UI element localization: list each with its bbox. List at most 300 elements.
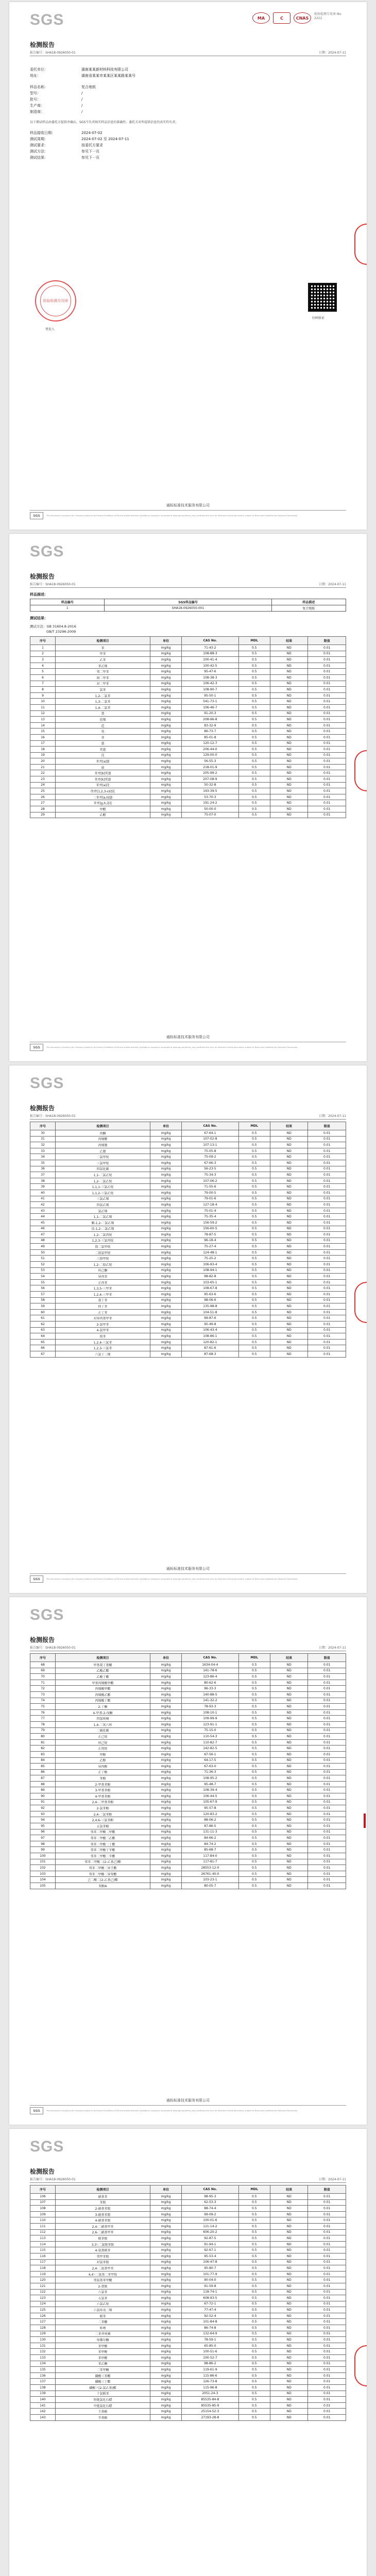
report-number-label: 报告编号 <box>30 1114 43 1118</box>
table-cell: 0.01 <box>308 1226 346 1232</box>
sample-row <box>30 605 346 612</box>
table-cell: mg/kg <box>150 1764 181 1770</box>
table-cell: 0.5 <box>238 1745 270 1752</box>
table-cell: 78-87-5 <box>182 1232 238 1238</box>
table-cell: 98 <box>30 1841 56 1847</box>
table-cell: 1634-04-4 <box>182 1662 238 1668</box>
table-cell: 0.01 <box>308 2229 346 2235</box>
table-cell: 0.5 <box>238 2397 270 2403</box>
info-value: 湖南省某某市某某区某某路某某号 <box>81 74 135 78</box>
table-cell: ND <box>270 1674 308 1680</box>
table-cell: mg/kg <box>150 669 181 675</box>
table-cell: 䓛 <box>56 764 150 770</box>
table-cell: 磷酸三苯酯 <box>56 2372 150 2379</box>
table-cell: ND <box>270 1704 308 1710</box>
table-cell: ND <box>270 1315 308 1321</box>
info-row <box>30 90 346 96</box>
table-cell: ND <box>270 1835 308 1841</box>
table-cell: 0.5 <box>238 1709 270 1716</box>
table-cell: 80-05-7 <box>182 1883 238 1889</box>
table-cell: mg/kg <box>150 645 181 651</box>
table-row <box>30 2372 346 2379</box>
table-cell: 0.5 <box>238 674 270 681</box>
footer-company: 通标标准技术服务有限公司 <box>166 2098 210 2103</box>
certification-marks <box>252 12 346 24</box>
table-cell: 132 <box>30 2349 56 2355</box>
table-cell: 142-82-5 <box>182 1745 238 1752</box>
table-cell: 2 <box>30 651 56 657</box>
sgs-logo: SGS <box>30 1075 64 1092</box>
table-cell: 84 <box>30 1757 56 1764</box>
table-cell: 92-52-4 <box>182 2313 238 2319</box>
table-cell: 0.5 <box>238 1226 270 1232</box>
info-row <box>30 84 346 90</box>
table-row <box>30 1781 346 1787</box>
table-cell: 0.01 <box>308 2259 346 2265</box>
report-date-label: 日期 <box>319 1646 326 1650</box>
report-number-value: SHA18-0926050-01 <box>45 583 76 586</box>
table-cell: ND <box>270 764 308 770</box>
table-cell: 91-94-1 <box>182 2241 238 2247</box>
info-value: 参见下一页 <box>81 149 99 154</box>
table-cell: mg/kg <box>150 681 181 687</box>
footer-fine-print: This document is issued by the Company subject to its General Conditions of Service printed overleaf, available on request or accessible at www.sgs.com/terms_and_conditions.htm and, for electronic format documents, subject to Terms and Conditions for Electronic Documents. <box>46 2109 298 2112</box>
table-cell: 邻苯二甲酸二辛酯 <box>56 1853 150 1859</box>
table-header-row <box>30 2185 346 2194</box>
table-cell: mg/kg <box>150 1847 181 1853</box>
table-cell: mg/kg <box>150 1285 181 1292</box>
table-cell: 0.01 <box>308 2301 346 2307</box>
table-cell: 0.01 <box>308 1734 346 1740</box>
table-cell: 0.01 <box>308 1853 346 1859</box>
table-cell: 0.5 <box>238 2223 270 2229</box>
table-row <box>30 1853 346 1859</box>
table-cell: 1,3,5-三甲苯 <box>56 1285 150 1292</box>
table-cell: 0.01 <box>308 1309 346 1315</box>
column-header: MDL <box>238 2185 270 2194</box>
edge-seal-stamp <box>354 2345 367 2386</box>
table-cell: mg/kg <box>150 663 181 669</box>
table-cell: 邻苯二甲酸二(2-乙基己)酯 <box>56 1859 150 1865</box>
table-cell: 0.01 <box>308 728 346 735</box>
table-cell: 苯甲醛 <box>56 2355 150 2361</box>
table-cell: mg/kg <box>150 1315 181 1321</box>
table-cell: ND <box>270 2271 308 2277</box>
table-row <box>30 1727 346 1734</box>
table-cell: 25154-52-3 <box>182 2409 238 2415</box>
table-cell: 107-06-2 <box>182 1178 238 1184</box>
table-cell: ND <box>270 2379 308 2385</box>
table-cell: mg/kg <box>150 1345 181 1351</box>
table-cell: 125 <box>30 2307 56 2313</box>
table-cell: ND <box>270 1351 308 1357</box>
table-cell: 0.01 <box>308 2271 346 2277</box>
table-cell: ND <box>270 1877 308 1883</box>
table-cell: 0.5 <box>238 2402 270 2409</box>
table-cell: 143 <box>30 2414 56 2420</box>
table-cell: mg/kg <box>150 1166 181 1172</box>
table-cell: mg/kg <box>150 1787 181 1793</box>
table-cell: 正丁醇 <box>56 1769 150 1775</box>
table-cell: ND <box>270 1285 308 1292</box>
table-cell: mg/kg <box>150 2194 181 2200</box>
table-row <box>30 1184 346 1190</box>
method-line <box>30 624 346 629</box>
table-cell: 0.01 <box>308 1662 346 1668</box>
table-cell: 0.5 <box>238 2295 270 2301</box>
table-cell: ND <box>270 1751 308 1757</box>
table-cell: 0.01 <box>308 1202 346 1208</box>
table-cell: 正庚烷 <box>56 1745 150 1752</box>
table-cell: mg/kg <box>150 1142 181 1148</box>
table-cell: mg/kg <box>150 1775 181 1782</box>
page-footer <box>30 1566 346 1583</box>
table-cell: 0.01 <box>308 1817 346 1823</box>
table-cell: ND <box>270 2367 308 2373</box>
table-cell: 0.5 <box>238 1249 270 1256</box>
report-date-label: 日期 <box>319 1114 326 1118</box>
table-cell: 36 <box>30 1166 56 1172</box>
table-cell: mg/kg <box>150 674 181 681</box>
table-cell: 51 <box>30 1256 56 1262</box>
table-cell: 0.5 <box>238 669 270 675</box>
table-cell: ND <box>270 2361 308 2367</box>
table-row <box>30 1745 346 1752</box>
table-row <box>30 1154 346 1160</box>
table-cell: ND <box>270 758 308 765</box>
table-row <box>30 794 346 800</box>
table-cell: 95-53-4 <box>182 2253 238 2259</box>
report-title: 检测报告 <box>30 1105 55 1112</box>
page-content <box>30 2139 346 2576</box>
table-row <box>30 663 346 669</box>
table-cell: mg/kg <box>150 794 181 800</box>
table-cell: 0.5 <box>238 1799 270 1805</box>
footer-company: 通标标准技术服务有限公司 <box>166 1035 210 1039</box>
column-header: 结果 <box>270 1122 308 1130</box>
report-date: 日期：2024-07-11 <box>319 583 346 586</box>
column-header: 单位 <box>150 637 181 645</box>
table-cell: 甲基丙烯酸甲酯 <box>56 1680 150 1686</box>
report-number: 报告编号：SHA18-0926050-01 <box>30 1646 76 1650</box>
table-cell: 76 <box>30 1709 56 1716</box>
table-cell: 0.01 <box>308 651 346 657</box>
table-cell: 44 <box>30 1214 56 1220</box>
column-header: 检测项目 <box>56 637 150 645</box>
table-cell: 0.5 <box>238 1339 270 1345</box>
table-cell: 苯甲醇 <box>56 2349 150 2355</box>
table-cell: 3,3'-二氯联苯胺 <box>56 2241 150 2247</box>
sgs-logo: SGS <box>30 543 64 560</box>
table-row <box>30 669 346 675</box>
table-cell: 0.01 <box>308 740 346 747</box>
table-cell: 46 <box>30 1226 56 1232</box>
table-cell: ND <box>270 1321 308 1328</box>
table-cell: mg/kg <box>150 770 181 776</box>
table-cell: 109 <box>30 2211 56 2217</box>
table-cell: 84-74-2 <box>182 1841 238 1847</box>
table-cell: 0.01 <box>308 1172 346 1178</box>
table-row <box>30 2247 346 2253</box>
column-header: 序号 <box>30 2185 56 2194</box>
table-cell: 0.5 <box>238 1184 270 1190</box>
table-cell: 191-24-2 <box>182 800 238 806</box>
table-cell: 7 <box>30 681 56 687</box>
table-cell: 135 <box>30 2367 56 2373</box>
table-cell: 112 <box>30 2229 56 2235</box>
table-cell: mg/kg <box>150 657 181 663</box>
table-cell: ND <box>270 1811 308 1817</box>
table-cell: 88-74-4 <box>182 2206 238 2212</box>
table-cell: 0.5 <box>238 1686 270 1692</box>
table-cell: 127 <box>30 2319 56 2325</box>
table-cell: mg/kg <box>150 2397 181 2403</box>
table-cell: 0.5 <box>238 2414 270 2420</box>
table-row <box>30 1345 346 1351</box>
table-cell: mg/kg <box>150 2361 181 2367</box>
footer-logo: SGS <box>30 512 43 519</box>
table-cell: mg/kg <box>150 1249 181 1256</box>
table-cell: 0.01 <box>308 1793 346 1800</box>
table-cell: 31 <box>30 1136 56 1142</box>
table-row <box>30 728 346 735</box>
table-cell: 62 <box>30 1321 56 1328</box>
table-cell: 0.5 <box>238 806 270 812</box>
table-cell: 0.5 <box>238 1267 270 1274</box>
table-cell: mg/kg <box>150 1853 181 1859</box>
table-cell: 二苯醚 <box>56 2319 150 2325</box>
table-cell: ND <box>270 747 308 753</box>
table-cell: 87-86-5 <box>182 1823 238 1829</box>
table-cell: 0.01 <box>308 2295 346 2301</box>
table-cell: 1,1,1-三氯乙烷 <box>56 1184 150 1190</box>
report-page <box>9 2129 367 2576</box>
table-cell: mg/kg <box>150 1202 181 1208</box>
table-cell: ND <box>270 2391 308 2397</box>
table-cell: mg/kg <box>150 1136 181 1142</box>
table-cell: ND <box>270 1764 308 1770</box>
column-header: MDL <box>238 1654 270 1662</box>
table-cell: 0.5 <box>238 710 270 717</box>
table-cell: 88 <box>30 1781 56 1787</box>
report-date: 日期：2024-07-11 <box>319 2178 346 2181</box>
table-cell: 156-60-5 <box>182 1226 238 1232</box>
table-header-row <box>30 1122 346 1130</box>
table-cell: mg/kg <box>150 710 181 717</box>
table-cell: 0.5 <box>238 2409 270 2415</box>
table-cell: 67-56-1 <box>182 1751 238 1757</box>
table-cell: 110-54-3 <box>182 1734 238 1740</box>
table-cell: 0.01 <box>308 1859 346 1865</box>
table-cell: ND <box>270 1136 308 1142</box>
table-row <box>30 1674 346 1680</box>
table-cell: 56-55-3 <box>182 758 238 765</box>
table-cell: 苯并[k]荧蒽 <box>56 776 150 783</box>
table-cell: 0.5 <box>238 2289 270 2295</box>
table-cell: mg/kg <box>150 1178 181 1184</box>
table-cell: 0.01 <box>308 1829 346 1835</box>
table-cell: 98-06-6 <box>182 1297 238 1303</box>
page-header <box>30 1076 346 1100</box>
table-row <box>30 1238 346 1244</box>
table-cell: 99 <box>30 1847 56 1853</box>
table-cell: 75-34-3 <box>182 1172 238 1178</box>
table-cell: 邻苯二甲酸二乙酯 <box>56 1835 150 1841</box>
cert-text: 检验检测专用章 No. 2212 <box>314 12 342 20</box>
table-cell: 1,1,2-三氯乙烷 <box>56 1190 150 1196</box>
table-cell: 0.01 <box>308 2331 346 2337</box>
info-label: 测试方法： <box>30 149 48 154</box>
table-cell: ND <box>270 1745 308 1752</box>
table-cell: 75-27-4 <box>182 1244 238 1250</box>
table-cell: 0.01 <box>308 663 346 669</box>
table-cell: 85-01-8 <box>182 734 238 740</box>
table-cell: mg/kg <box>150 1130 181 1137</box>
table-cell: 邻苯二甲酸二丁酯 <box>56 1841 150 1847</box>
table-cell: mg/kg <box>150 1238 181 1244</box>
table-cell: 0.01 <box>308 1256 346 1262</box>
info-value: / <box>81 104 83 108</box>
table-row <box>30 657 346 663</box>
table-cell: 141-78-6 <box>182 1668 238 1674</box>
table-cell: 0.01 <box>308 1835 346 1841</box>
table-cell: mg/kg <box>150 1226 181 1232</box>
table-cell: 2,4,6-三氯苯酚 <box>56 1817 150 1823</box>
table-cell: 0.5 <box>238 776 270 783</box>
table-cell: 39 <box>30 1184 56 1190</box>
table-cell: 26 <box>30 794 56 800</box>
table-cell: 0.01 <box>308 1315 346 1321</box>
table-cell: ND <box>270 2295 308 2301</box>
table-cell: 107-13-1 <box>182 1142 238 1148</box>
table-cell: mg/kg <box>150 2355 181 2361</box>
table-cell: 0.01 <box>308 1841 346 1847</box>
table-cell: 0.5 <box>238 1727 270 1734</box>
table-cell: mg/kg <box>150 1662 181 1668</box>
table-cell: mg/kg <box>150 1339 181 1345</box>
table-cell: 四氢呋喃 <box>56 1716 150 1722</box>
table-cell: 0.5 <box>238 1716 270 1722</box>
table-cell: 联苯 <box>56 2313 150 2319</box>
column-header: MDL <box>238 637 270 645</box>
table-row <box>30 806 346 812</box>
table-cell: 40 <box>30 1190 56 1196</box>
column-header: 限值 <box>308 2185 346 2194</box>
table-cell: 1,2,4-三甲苯 <box>56 1292 150 1298</box>
report-title: 检测报告 <box>30 573 55 580</box>
table-cell: 92-67-1 <box>182 2247 238 2253</box>
table-cell: mg/kg <box>150 1757 181 1764</box>
table-cell: mg/kg <box>150 1883 181 1889</box>
table-cell: mg/kg <box>150 1823 181 1829</box>
table-cell: ND <box>270 782 308 788</box>
table-cell: 53-70-3 <box>182 794 238 800</box>
table-cell: 1 <box>30 645 56 651</box>
table-cell: 10 <box>30 699 56 705</box>
table-cell: 苯 <box>56 645 150 651</box>
table-cell: ND <box>270 2325 308 2331</box>
table-row <box>30 782 346 788</box>
table-cell: 130 <box>30 2337 56 2343</box>
table-cell: 0.01 <box>308 1232 346 1238</box>
table-row <box>30 681 346 687</box>
footer-bar <box>30 510 346 519</box>
table-row <box>30 1160 346 1166</box>
column-header: 单位 <box>150 2185 181 2194</box>
column-header: CAS No. <box>182 637 238 645</box>
table-cell: ND <box>270 1333 308 1340</box>
table-row <box>30 1333 346 1340</box>
table-cell: 18 <box>30 747 56 753</box>
sgs-logo: SGS <box>30 2138 64 2155</box>
table-cell: mg/kg <box>150 2379 181 2385</box>
table-cell: 0.01 <box>308 687 346 693</box>
table-cell: ND <box>270 674 308 681</box>
table-cell: 0.01 <box>308 2402 346 2409</box>
table-cell: 苯乙酮 <box>56 2361 150 2367</box>
table-row <box>30 1799 346 1805</box>
table-cell: 0.01 <box>308 1716 346 1722</box>
table-cell: 0.01 <box>308 747 346 753</box>
table-cell: ND <box>270 1865 308 1871</box>
report-number: 报告编号：SHA18-0926050-01 <box>30 1114 76 1118</box>
report-number-label: 报告编号 <box>30 2178 43 2181</box>
table-cell: 85535-84-8 <box>182 2397 238 2403</box>
table-cell: 95-49-8 <box>182 1321 238 1328</box>
table-row <box>30 2402 346 2409</box>
table-row <box>30 1662 346 1668</box>
table-row <box>30 1351 346 1357</box>
table-cell: 4-硝基苯胺 <box>56 2217 150 2224</box>
table-cell: 75-09-2 <box>182 1154 238 1160</box>
table-row <box>30 1142 346 1148</box>
table-cell: 0.01 <box>308 1219 346 1226</box>
table-cell: 六氯环戊二烯 <box>56 2307 150 2313</box>
table-cell: 121 <box>30 2283 56 2289</box>
table-cell: mg/kg <box>150 764 181 770</box>
table-cell: ND <box>270 1238 308 1244</box>
table-cell: mg/kg <box>150 704 181 710</box>
table-cell: 50-00-0 <box>182 806 238 812</box>
table-cell: 0.5 <box>238 2259 270 2265</box>
table-cell: 丙酮 <box>56 1130 150 1137</box>
table-cell: ND <box>270 776 308 783</box>
table-cell: 异丙苯 <box>56 1274 150 1280</box>
table-row <box>30 1764 346 1770</box>
table-cell: ND <box>270 681 308 687</box>
table-cell: 苯并[a]芘 <box>56 782 150 788</box>
table-cell: 0.5 <box>238 687 270 693</box>
table-cell: ND <box>270 1244 308 1250</box>
report-number-value: SHA18-0926050-01 <box>45 1646 76 1650</box>
table-cell: 98-95-3 <box>182 2194 238 2200</box>
table-cell: 0.5 <box>238 2301 270 2307</box>
table-cell: 0.01 <box>308 1691 346 1698</box>
table-cell: 0.01 <box>308 1704 346 1710</box>
table-cell: ND <box>270 1769 308 1775</box>
table-cell: 丙烯酸甲酯 <box>56 1686 150 1692</box>
table-cell: 122 <box>30 2289 56 2295</box>
table-cell: 2-萘胺 <box>56 2283 150 2289</box>
table-cell: ND <box>270 1721 308 1727</box>
table-row <box>30 2361 346 2367</box>
table-cell: 91 <box>30 1799 56 1805</box>
table-cell: 0.5 <box>238 1190 270 1196</box>
table-cell: 0.5 <box>238 1668 270 1674</box>
report-date-value: 2024-07-11 <box>328 1114 346 1118</box>
table-cell: 95-80-7 <box>182 2265 238 2272</box>
table-cell: 硝基苯 <box>56 2194 150 2200</box>
